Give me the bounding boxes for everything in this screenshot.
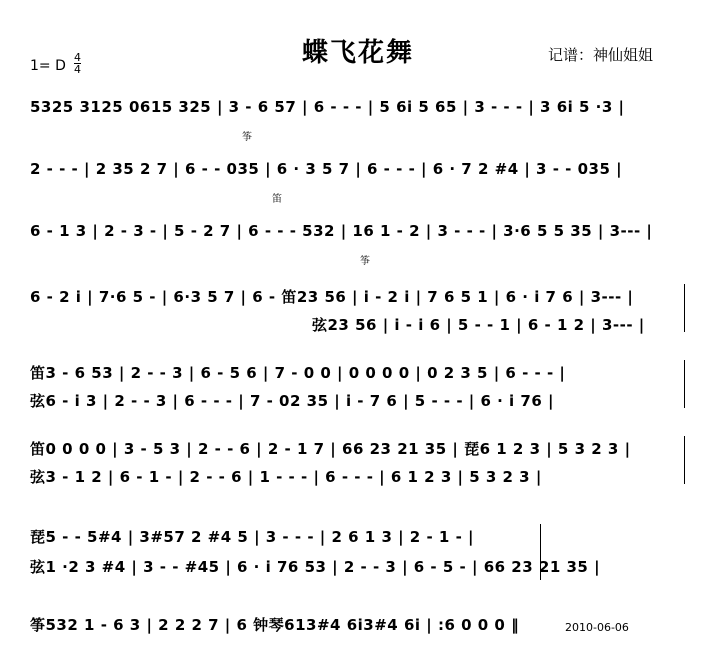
score-line: 弦3 - 1 2 | 6 - 1 - | 2 - - 6 | 1 - - - | 6 - - - | 6 1 2 3 | 5 3 2 3 | — [30, 468, 542, 486]
instrument-label: 筝 — [242, 132, 252, 143]
system-barline — [540, 524, 541, 580]
score-line: 弦1 ·2 3 #4 | 3 - - #45 | 6 · i 76 53 | 2 - - 3 | 6 - 5 - | 66 23 21 35 | — [30, 558, 601, 576]
time-signature-top: 4 — [74, 51, 81, 64]
time-signature-bottom: 4 — [74, 63, 81, 76]
system-barline — [684, 360, 685, 408]
score-line: 6 - 2 i | 7·6 5 - | 6·3 5 7 | 6 - 笛23 56 | i - 2 i | 7 6 5 1 | 6 · i 7 6 | 3--- | — [30, 288, 634, 306]
score-line: 弦6 - i 3 | 2 - - 3 | 6 - - - | 7 - 02 35 | i - 7 6 | 5 - - - | 6 · i 76 | — [30, 392, 555, 410]
song-title: 蝶飞花舞 — [301, 38, 414, 68]
transcriber-credit: 记谱：神仙姐姐 — [548, 46, 654, 64]
key-signature: 1= D — [30, 58, 66, 74]
score-line: 琵5 - - 5#4 | 3#57 2 #4 5 | 3 - - - | 2 6 1 3 | 2 - 1 - | — [30, 528, 475, 546]
score-line: 笛3 - 6 53 | 2 - - 3 | 6 - 5 6 | 7 - 0 0 | 0 0 0 0 | 0 2 3 5 | 6 - - - | — [30, 364, 566, 382]
score-line: 5325 3125 0615 325 | 3 - 6 57 | 6 - - - | 5 6i 5 65 | 3 - - - | 3 6i 5 ·3 | — [30, 98, 625, 116]
instrument-label: 笛 — [272, 194, 282, 205]
score-line: 笛0 0 0 0 | 3 - 5 3 | 2 - - 6 | 2 - 1 7 | 66 23 21 35 | 琵6 1 2 3 | 5 3 2 3 | — [30, 440, 631, 458]
date-stamp: 2010-06-06 — [565, 621, 629, 634]
score-line: 弦23 56 | i - i 6 | 5 - - 1 | 6 - 1 2 | 3--- | — [312, 316, 645, 334]
score-line: 2 - - - | 2 35 2 7 | 6 - - 035 | 6 · 3 5 7 | 6 - - - | 6 · 7 2 #4 | 3 - - 035 | — [30, 160, 623, 178]
instrument-label: 筝 — [360, 256, 370, 267]
score-line: 筝532 1 - 6 3 | 2 2 2 7 | 6 钟琴613#4 6i3#4 6i | :6 0 0 0 ‖ — [30, 616, 520, 634]
time-signature — [74, 52, 81, 75]
system-barline — [684, 284, 685, 332]
system-barline — [684, 436, 685, 484]
score-line: 6 - 1 3 | 2 - 3 - | 5 - 2 7 | 6 - - - 532 | 16 1 - 2 | 3 - - - | 3·6 5 5 35 | 3--- | — [30, 222, 653, 240]
